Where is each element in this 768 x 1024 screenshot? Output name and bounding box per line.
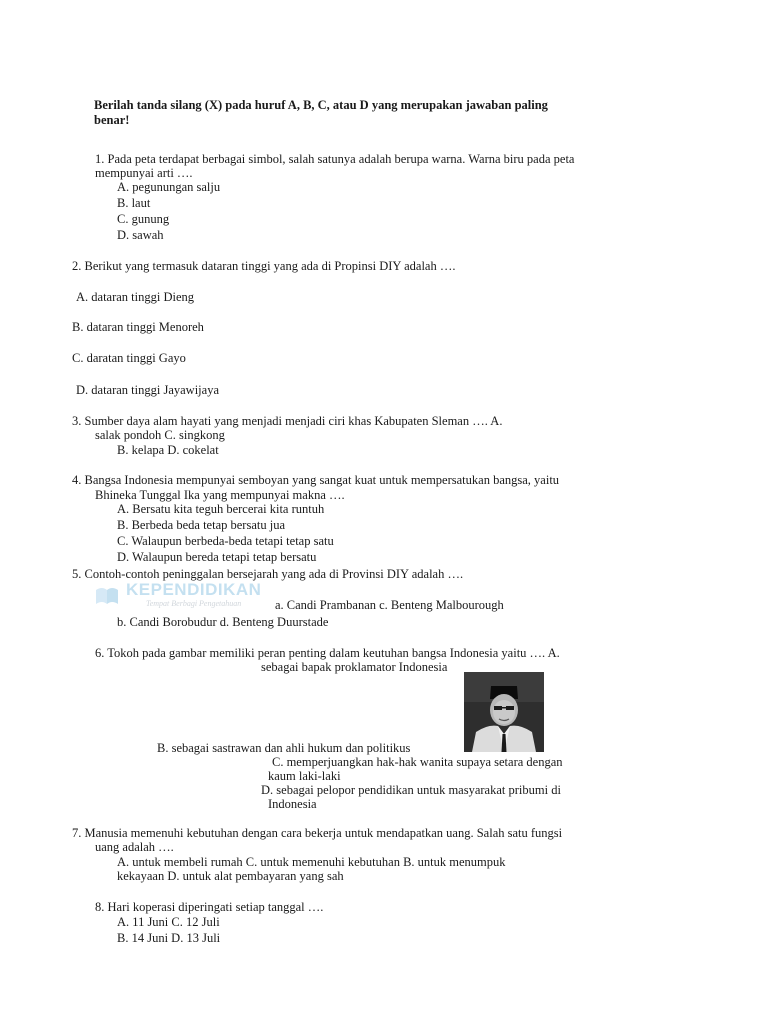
watermark-tagline: Tempat Berbagi Pengetahuan [146, 599, 242, 608]
question-4-option-b: B. Berbeda beda tetap bersatu jua [117, 518, 285, 532]
question-6-option-b: B. sebagai sastrawan dan ahli hukum dan politikus [157, 741, 411, 755]
question-8-options-line-1: A. 11 Juni C. 12 Juli [117, 915, 220, 929]
question-5-text: 5. Contoh-contoh peninggalan bersejarah yang ada di Provinsi DIY adalah …. [72, 567, 464, 581]
question-8-text: 8. Hari koperasi diperingati setiap tanggal …. [95, 900, 324, 914]
question-6-option-d-line-2: Indonesia [268, 797, 317, 811]
question-7-text-cont: uang adalah …. [95, 840, 174, 854]
question-6-option-d-line-1: D. sebagai pelopor pendidikan untuk masyarakat pribumi di [261, 783, 561, 797]
instruction-line-1: Berilah tanda silang (X) pada huruf A, B, C, atau D yang merupakan jawaban paling [94, 98, 548, 112]
question-1-option-c: C. gunung [117, 212, 170, 226]
question-1-text: 1. Pada peta terdapat berbagai simbol, salah satunya adalah berupa warna. Warna biru pada peta [95, 152, 575, 166]
watermark-logo-icon [94, 584, 120, 606]
question-6-option-c-line-1: C. memperjuangkan hak-hak wanita supaya setara dengan [272, 755, 563, 769]
question-4-option-d: D. Walaupun bereda tetapi tetap bersatu [117, 550, 317, 564]
question-2-option-a: A. dataran tinggi Dieng [76, 290, 195, 304]
question-2-option-b: B. dataran tinggi Menoreh [72, 320, 204, 334]
question-6-option-a: sebagai bapak proklamator Indonesia [261, 660, 448, 674]
question-1-text-cont: mempunyai arti …. [95, 166, 193, 180]
watermark-name: KEPENDIDIKAN [126, 580, 262, 599]
question-7-options-line-1: A. untuk membeli rumah C. untuk memenuhi kebutuhan B. untuk menumpuk [117, 855, 506, 869]
question-1-option-b: B. laut [117, 196, 151, 210]
question-5-options-line-2: b. Candi Borobudur d. Benteng Duurstade [117, 615, 329, 629]
question-5-options-line-1: a. Candi Prambanan c. Benteng Malbourough [275, 598, 504, 612]
question-4-text: 4. Bangsa Indonesia mempunyai semboyan yang sangat kuat untuk mempersatukan bangsa, yaitu [72, 473, 560, 487]
question-7-text: 7. Manusia memenuhi kebutuhan dengan cara bekerja untuk mendapatkan uang. Salah satu fungsi [72, 826, 563, 840]
question-4-option-c: C. Walaupun berbeda-beda tetapi tetap satu [117, 534, 334, 548]
instruction-line-2: benar! [94, 113, 130, 127]
question-2-option-c: C. daratan tinggi Gayo [72, 351, 186, 365]
question-2-text: 2. Berikut yang termasuk dataran tinggi yang ada di Propinsi DIY adalah …. [72, 259, 456, 273]
historical-figure-photo [464, 672, 544, 752]
question-6-text: 6. Tokoh pada gambar memiliki peran penting dalam keutuhan bangsa Indonesia yaitu …. A. [95, 646, 560, 660]
question-4-text-cont: Bhineka Tunggal Ika yang mempunyai makna …. [95, 488, 345, 502]
question-1-option-d: D. sawah [117, 228, 164, 242]
question-3-options-line-1: salak pondoh C. singkong [95, 428, 225, 442]
question-6-option-c-line-2: kaum laki-laki [268, 769, 341, 783]
question-8-options-line-2: B. 14 Juni D. 13 Juli [117, 931, 221, 945]
watermark [92, 580, 282, 612]
question-3-options-line-2: B. kelapa D. cokelat [117, 443, 219, 457]
question-4-option-a: A. Bersatu kita teguh bercerai kita runtuh [117, 502, 325, 516]
question-1-option-a: A. pegunungan salju [117, 180, 221, 194]
question-7-options-line-2: kekayaan D. untuk alat pembayaran yang sah [117, 869, 344, 883]
question-2-option-d: D. dataran tinggi Jayawijaya [76, 383, 220, 397]
question-3-text: 3. Sumber daya alam hayati yang menjadi menjadi ciri khas Kabupaten Sleman …. A. [72, 414, 503, 428]
